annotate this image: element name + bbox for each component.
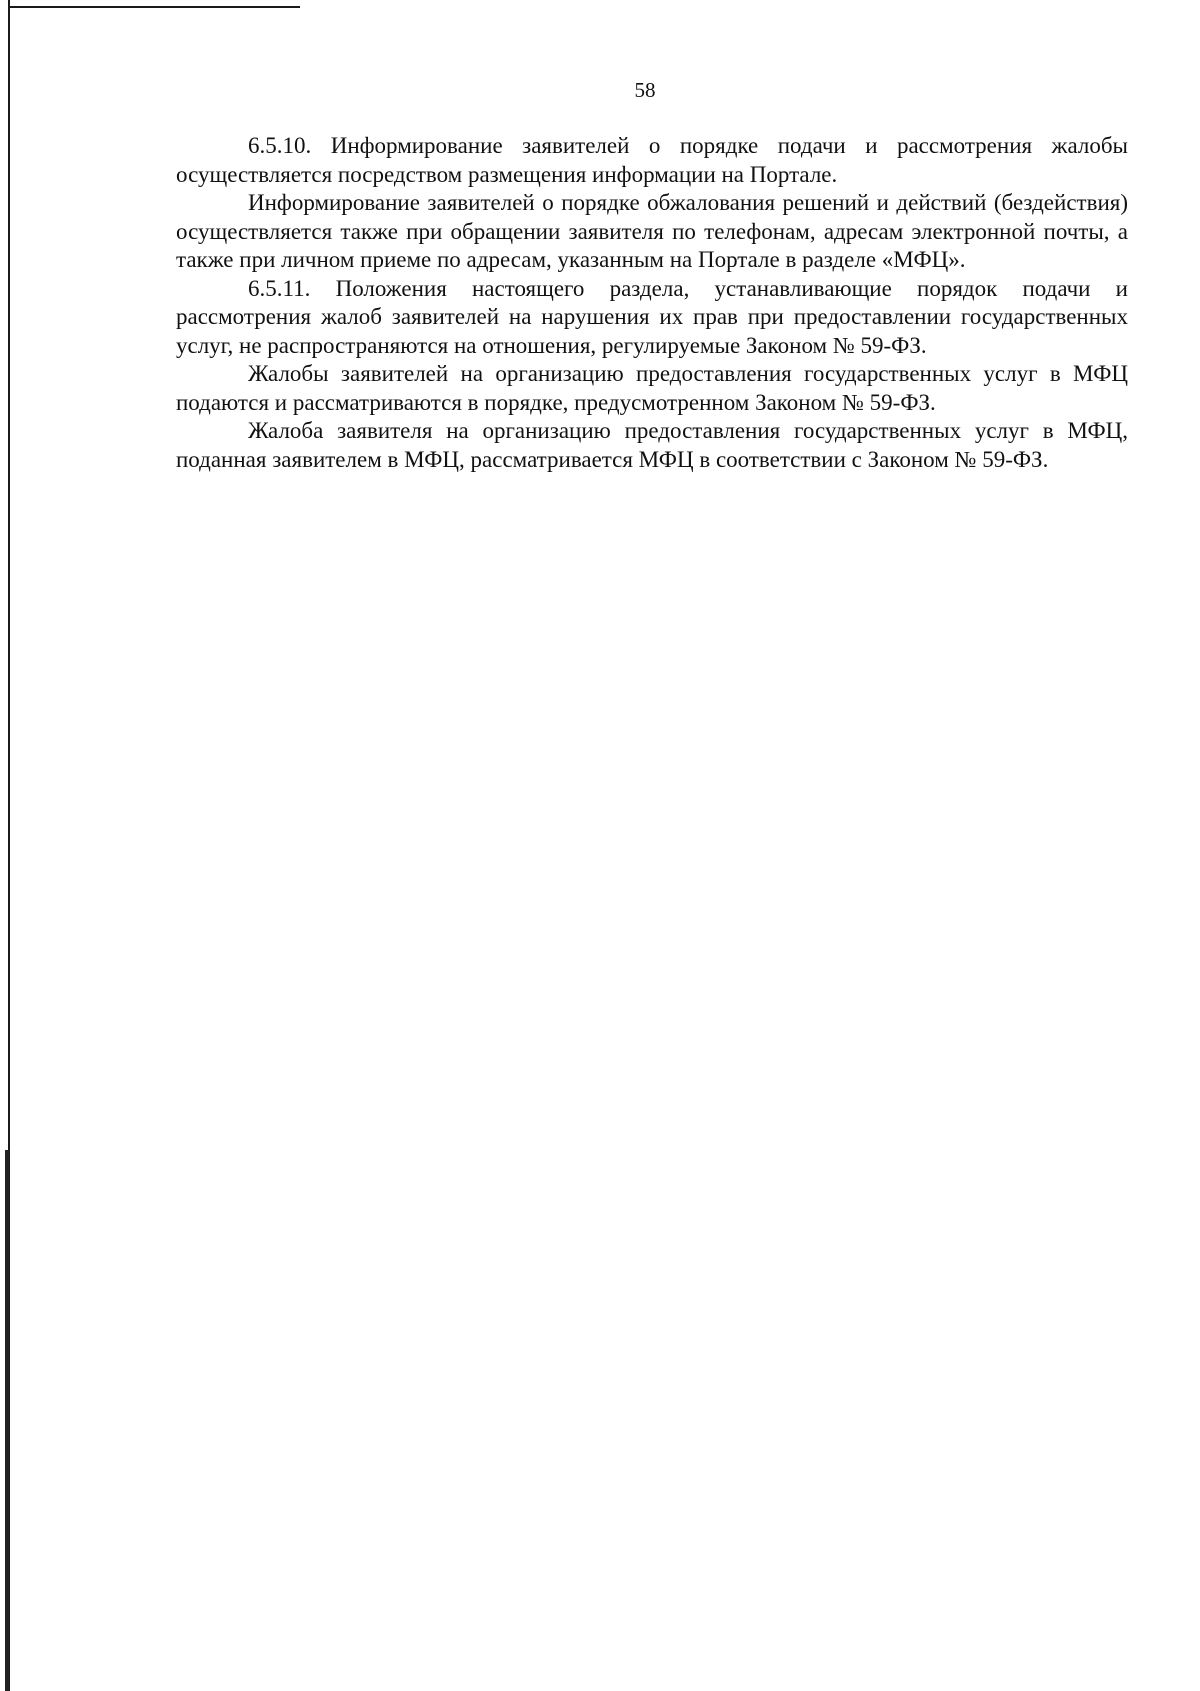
paragraph-6-5-11: 6.5.11. Положения настоящего раздела, устанавливающие порядок подачи и рассмотрения жалоб заявителей на нарушения их прав при предоставлении государственных услуг, не распространяются на отношения, регулируемые Законом № 59-ФЗ. bbox=[176, 275, 1128, 358]
paragraph-6-5-10: 6.5.10. Информирование заявителей о порядке подачи и рассмотрения жалобы осуществляется посредством размещения информации на Портале. bbox=[176, 133, 1128, 187]
paragraph-informing-appeal: Информирование заявителей о порядке обжалования решений и действий (бездействия) осуществляется также при обращении заявителя по телефонам, адресам электронной почты, а также при личном приеме по адресам, указанным на Портале в разделе «МФЦ». bbox=[176, 190, 1128, 272]
scan-border-top bbox=[8, 6, 300, 8]
scan-binding-edge bbox=[5, 1150, 9, 1691]
document-body bbox=[176, 132, 1128, 474]
paragraph-complaints-mfc: Жалобы заявителей на организацию предоставления государственных услуг в МФЦ подаются и рассматриваются в порядке, предусмотренном Законом № 59-ФЗ. bbox=[176, 361, 1128, 415]
paragraph-complaint-mfc-review: Жалоба заявителя на организацию предоставления государственных услуг в МФЦ, поданная заявителем в МФЦ, рассматривается МФЦ в соответствии с Законом № 59-ФЗ. bbox=[176, 418, 1128, 472]
page-number: 58 bbox=[634, 78, 656, 102]
